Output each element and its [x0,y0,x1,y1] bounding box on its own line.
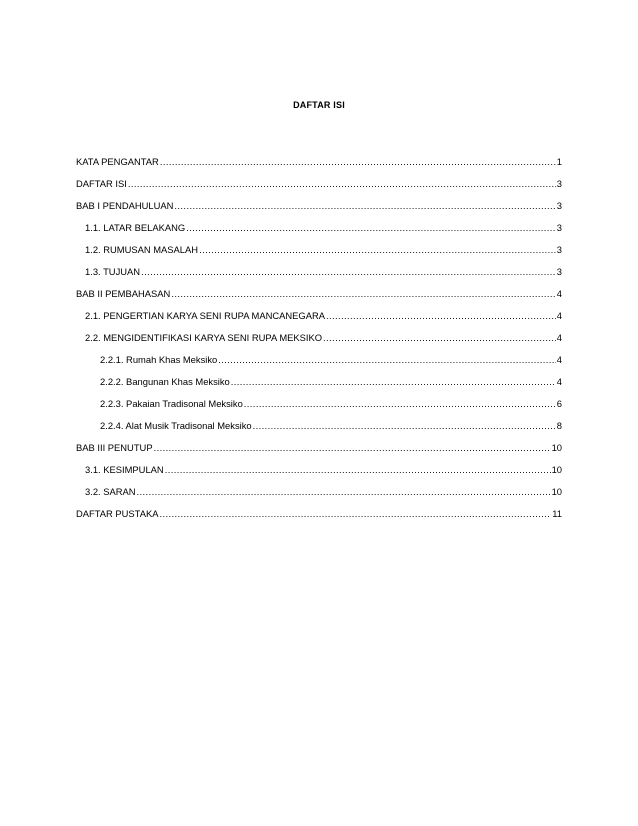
toc-entry[interactable] [76,177,562,199]
toc-entry[interactable] [76,375,562,397]
toc-entry[interactable] [76,397,562,419]
toc-page-number: 3 [556,244,562,255]
toc-page-number: 3 [556,266,562,277]
toc-dot-leader [141,265,556,279]
toc-page-number: 8 [556,420,562,431]
toc-entry[interactable] [76,155,562,177]
toc-entry[interactable] [76,287,562,309]
toc-entry-label: 1.2. RUMUSAN MASALAH [85,244,199,255]
toc-entry[interactable] [76,419,562,441]
toc-page-number: 10 [551,442,562,453]
toc-dot-leader [171,287,555,301]
toc-dot-leader [174,199,555,213]
toc-entry-label: DAFTAR ISI [76,178,127,189]
toc-entry-label: 3.1. KESIMPULAN [85,464,164,475]
toc-dot-leader [326,309,556,323]
toc-entry-label: 2.2. MENGIDENTIFIKASI KARYA SENI RUPA MEKSIKO [85,332,323,343]
toc-page-number: 10 [551,464,562,475]
toc-page-number: 11 [552,508,562,519]
table-of-contents [76,155,562,529]
toc-page-number: 4 [556,376,562,387]
toc-dot-leader [323,331,556,345]
toc-page-number: 4 [556,332,562,343]
toc-entry[interactable] [76,199,562,221]
toc-entry-label: 2.2.1. Rumah Khas Meksiko [100,354,218,365]
toc-page-number: 3 [556,222,562,233]
toc-entry[interactable] [76,441,562,463]
toc-entry-label: BAB III PENUTUP [76,442,153,453]
toc-page-number: 4 [556,288,562,299]
toc-dot-leader [218,353,556,367]
toc-page-number: 4 [556,310,562,321]
toc-page-number: 6 [556,398,562,409]
toc-entry[interactable] [76,353,562,375]
toc-dot-leader [159,507,551,521]
toc-entry-label: 1.3. TUJUAN [85,266,141,277]
toc-entry-label: 1.1. LATAR BELAKANG [85,222,186,233]
toc-dot-leader [199,243,556,257]
toc-dot-leader [137,485,551,499]
toc-dot-leader [244,397,556,411]
toc-entry[interactable] [76,463,562,485]
toc-entry[interactable] [76,485,562,507]
toc-page-number: 4 [556,354,562,365]
toc-entry[interactable] [76,507,562,529]
toc-entry[interactable] [76,221,562,243]
toc-dot-leader [186,221,556,235]
toc-entry-label: 2.2.4. Alat Musik Tradisonal Meksiko [100,420,252,431]
toc-entry-label: 2.2.3. Pakaian Tradisonal Meksiko [100,398,243,409]
toc-entry-label: 2.2.2. Bangunan Khas Meksiko [100,376,230,387]
toc-page-number: 3 [556,178,562,189]
toc-entry-label: DAFTAR PUSTAKA [76,508,159,519]
toc-entry[interactable] [76,265,562,287]
toc-page-number: 1 [556,156,562,167]
toc-entry[interactable] [76,243,562,265]
toc-entry-label: BAB II PEMBAHASAN [76,288,171,299]
toc-entry[interactable] [76,331,562,353]
toc-entry-label: BAB I PENDAHULUAN [76,200,174,211]
toc-entry-label: 3.2. SARAN [85,486,136,497]
toc-entry-label: KATA PENGANTAR [76,156,159,167]
toc-dot-leader [231,375,556,389]
toc-dot-leader [160,155,556,169]
toc-dot-leader [253,419,556,433]
toc-dot-leader [154,441,551,455]
toc-dot-leader [128,177,556,191]
toc-dot-leader [165,463,551,477]
toc-entry-label: 2.1. PENGERTIAN KARYA SENI RUPA MANCANEGARA [85,310,325,321]
toc-page-number: 10 [551,486,562,497]
toc-page-number: 3 [556,200,562,211]
toc-entry[interactable] [76,309,562,331]
page-title: DAFTAR ISI [293,100,345,110]
